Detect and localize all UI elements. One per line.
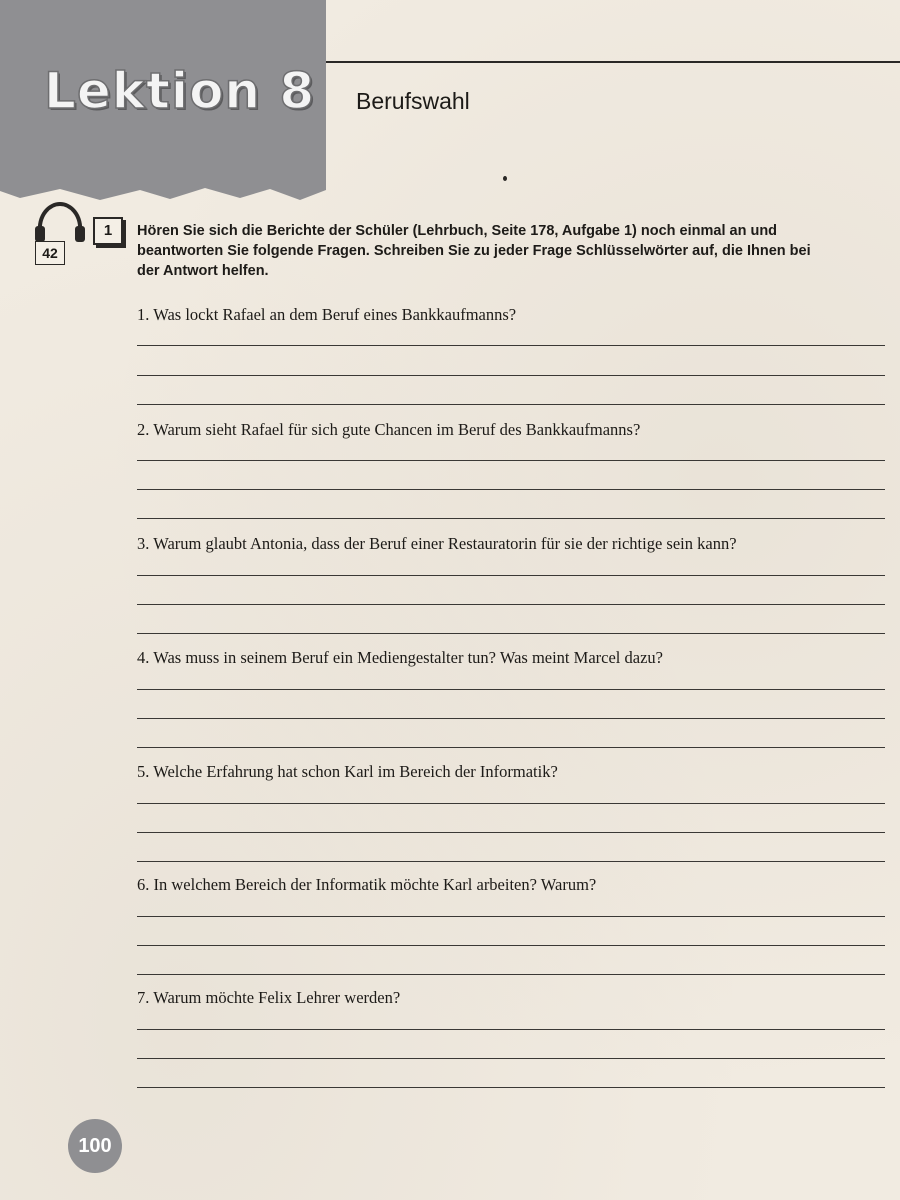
question-4: 4. Was muss in seinem Beruf ein Mediengestalter tun? Was meint Marcel dazu?: [137, 648, 663, 667]
question-6: 6. In welchem Bereich der Informatik möchte Karl arbeiten? Warum?: [137, 875, 597, 894]
task-instruction: [137, 221, 890, 281]
answer-line[interactable]: [137, 945, 885, 946]
answer-line[interactable]: [137, 489, 885, 490]
answer-line[interactable]: [137, 460, 885, 461]
pen-mark: [503, 176, 507, 181]
lesson-title: Lektion 8: [44, 62, 316, 120]
answer-line[interactable]: [137, 633, 885, 634]
question-2: 2. Warum sieht Rafael für sich gute Chancen im Beruf des Bankkaufmanns?: [137, 420, 641, 439]
answer-line[interactable]: [137, 718, 885, 719]
page-number: 100: [68, 1119, 122, 1173]
answer-line[interactable]: [137, 518, 885, 519]
answer-line[interactable]: [137, 747, 885, 748]
answer-line[interactable]: [137, 575, 885, 576]
question-3: 3. Warum glaubt Antonia, dass der Beruf einer Restauratorin für sie der richtige sein kann?: [137, 534, 737, 553]
question-7: 7. Warum möchte Felix Lehrer werden?: [137, 988, 401, 1007]
answer-line[interactable]: [137, 404, 885, 405]
answer-line[interactable]: [137, 689, 885, 690]
answer-line[interactable]: [137, 1029, 885, 1030]
answer-line[interactable]: [137, 832, 885, 833]
answer-line[interactable]: [137, 974, 885, 975]
answer-line[interactable]: [137, 916, 885, 917]
header-divider: [326, 61, 900, 63]
question-5: 5. Welche Erfahrung hat schon Karl im Bereich der Informatik?: [137, 762, 558, 781]
question-1: 1. Was lockt Rafael an dem Beruf eines Bankkaufmanns?: [137, 305, 517, 324]
task-number: 1: [93, 217, 123, 245]
instruction-line: Hören Sie sich die Berichte der Schüler (Lehrbuch, Seite 178, Aufgabe 1) noch einmal an und: [137, 223, 778, 239]
audio-track-number: 42: [35, 241, 65, 265]
answer-line[interactable]: [137, 375, 885, 376]
answer-line[interactable]: [137, 1058, 885, 1059]
instruction-line: beantworten Sie folgende Fragen. Schreiben Sie zu jeder Frage Schlüsselwörter auf, die Ihnen bei: [137, 243, 811, 259]
answer-line[interactable]: [137, 803, 885, 804]
answer-line[interactable]: [137, 861, 885, 862]
section-title: Berufswahl: [356, 88, 470, 114]
answer-line[interactable]: [137, 345, 885, 346]
answer-line[interactable]: [137, 1087, 885, 1088]
headphones-icon: [32, 200, 88, 246]
answer-line[interactable]: [137, 604, 885, 605]
instruction-line: der Antwort helfen.: [137, 263, 269, 279]
